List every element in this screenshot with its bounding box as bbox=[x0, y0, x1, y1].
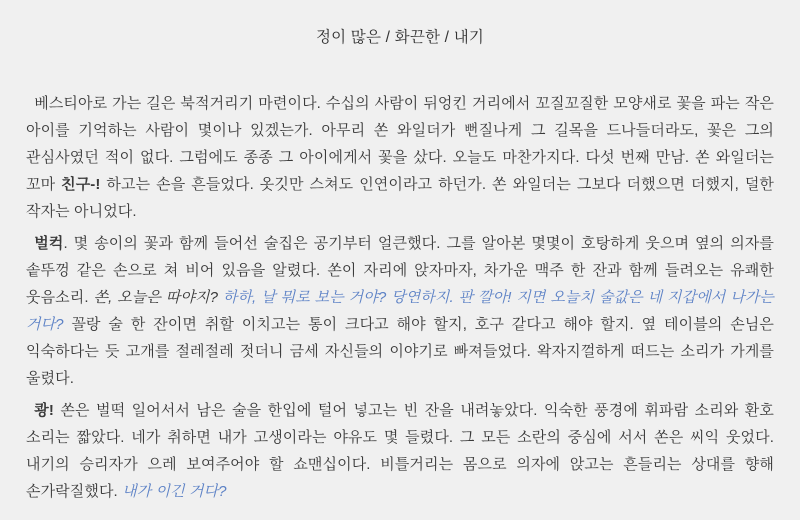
page-title: 정이 많은 / 화끈한 / 내기 bbox=[315, 29, 485, 46]
blue-italic-text-segment: 하하, 날 뭐로 보는 거야? 당연하지. 판 깔아! 지면 오늘치 술값은 네 지갑에서 나가는 거다? bbox=[26, 289, 774, 333]
blue-italic-text-segment: 내가 이긴 거다? bbox=[122, 483, 227, 500]
story-paragraph bbox=[26, 397, 774, 505]
text-segment: . 몇 송이의 꽃과 함께 들어선 술집은 공기부터 얼큰했다. 그를 알아본 몇몇이 호탕하게 웃으며 옆의 의자를 솥뚜껑 같은 손으로 쳐 비어 있음을 알렸다. 쏜이 자리에 앉자마자, 차가운 맥주 한 잔과 함께 들려오는 유쾌한 웃음소리. bbox=[26, 235, 774, 306]
story-paragraphs bbox=[26, 90, 774, 505]
text-segment: 꼴랑 술 한 잔이면 취할 이치고는 통이 크다고 해야 할지, 호구 같다고 해야 할지. 옆 테이블의 손님은 익숙하다는 듯 고개를 절레절레 젓더니 금세 자신들의 이야기로 빠져들었다. 왁자지껄하게 떠드는 소리가 가게를 울렸다. bbox=[26, 316, 774, 387]
italic-text-segment: 쏜, 오늘은 따야지? bbox=[93, 289, 219, 306]
story-paragraph bbox=[26, 230, 774, 392]
bold-text-segment: 친구-! bbox=[61, 176, 101, 193]
text-segment: 베스티아로 가는 길은 북적거리기 마련이다. 수십의 사람이 뒤엉킨 거리에서 꼬질꼬질한 모양새로 꽃을 파는 작은 아이를 기억하는 사람이 몇이나 있겠는가. 아무리 쏜 와일더가 뻔질나게 그 길목을 드나들더라도, 꽃은 그의 관심사였던 적이 없다. 그럼에도 종종 그 아이에게서 꽃을 샀다. 오늘도 마찬가지다. 다섯 번째 만남. 쏜 와일더는 꼬마 bbox=[26, 95, 774, 193]
bold-text-segment: 벌컥 bbox=[34, 235, 64, 252]
bold-text-segment: 쾅! bbox=[34, 402, 54, 419]
text-segment: 하고는 손을 흔들었다. 옷깃만 스쳐도 인연이라고 하던가. 쏜 와일더는 그보다 더했으면 더했지, 덜한 작자는 아니었다. bbox=[26, 176, 775, 220]
text-segment: 쏜은 벌떡 일어서서 남은 술을 한입에 털어 넣고는 빈 잔을 내려놓았다. 익숙한 풍경에 휘파람 소리와 환호 소리는 짧았다. 네가 취하면 내가 고생이라는 야유도 몇 들렸다. 그 모든 소란의 중심에 서서 쏜은 씨익 웃었다. 내기의 승리자가 으레 보여주어야 할 쇼맨십이다. 비틀거리는 몸으로 의자에 앉고는 흔들리는 상대를 향해 손가락질했다. bbox=[26, 402, 774, 500]
story-paragraph bbox=[26, 90, 774, 225]
